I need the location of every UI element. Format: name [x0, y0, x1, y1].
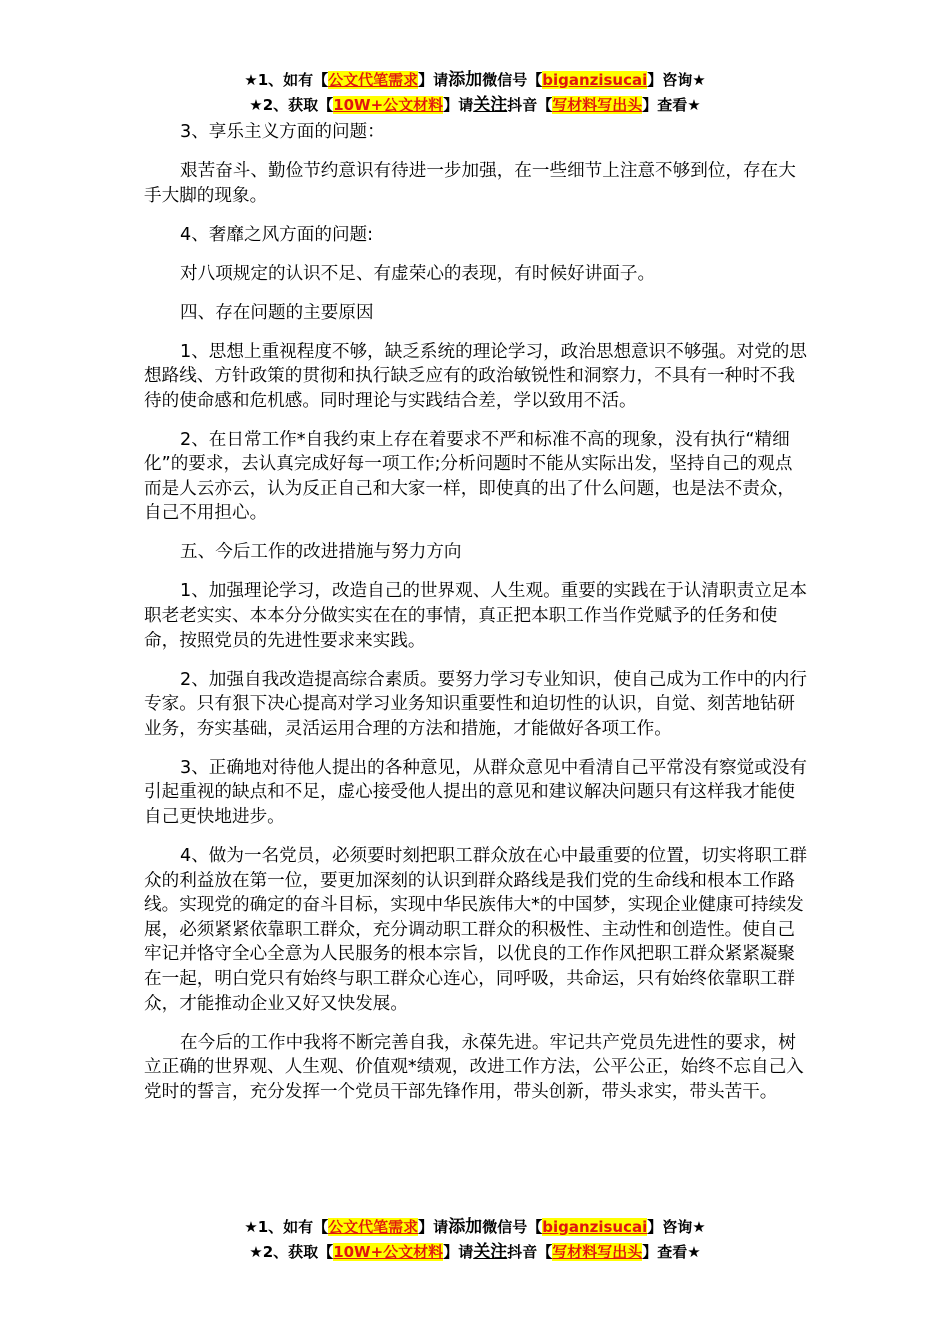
emphasis-text: 添加 [448, 70, 483, 90]
highlight-text: 10W+公文材料 [333, 96, 444, 114]
banner-text: 】查看★ [642, 1243, 701, 1261]
banner-text: 抖音【 [507, 96, 553, 114]
banner-text: 】请 [418, 71, 449, 89]
section-heading: 五、今后工作的改进措施与努力方向 [180, 542, 462, 563]
banner-text: 】查看★ [642, 96, 701, 114]
banner-text: ★1、如有【 [244, 71, 329, 89]
header-banner [0, 68, 950, 118]
document-body [144, 120, 808, 1119]
section-item: 4、奢靡之风方面的问题: [180, 224, 374, 245]
footer-banner [0, 1215, 950, 1265]
paragraph: 4、做为一名党员，必须要时刻把职工群众放在心中最重要的位置，切实将职工群众的利益放在第一位，要更加深刻的认识到群众路线是我们党的生命线和根本工作路线。实现党的确定的奋斗目标，实现中华民族伟大*的中国梦，实现企业健康可持续发展，必须紧紧依靠职工群众，充分调动职工群众的积极性、主动性和创造性。使自己牢记并恪守全心全意为人民服务的根本宗旨，以优良的工作作风把职工群众紧紧凝聚在一起，明白党只有始终与职工群众心连心，同呼吸，共命运，只有始终依靠职工群众，才能推动企业又好又快发展。 [144, 845, 807, 1014]
emphasis-text: 添加 [448, 1217, 483, 1237]
banner-text: ★2、获取【 [249, 96, 334, 114]
paragraph: 2、在日常工作*自我约束上存在着要求不严和标准不高的现象，没有执行“精细化”的要求，去认真完成好每一项工作;分析问题时不能从实际出发，坚持自己的观点而是人云亦云，认为反正自己和大家一样，即使真的出了什么问题，也是法不责众，自己不用担心。 [144, 429, 795, 524]
highlight-text: 10W+公文材料 [333, 1243, 444, 1261]
banner-text: 微信号【 [482, 71, 543, 89]
emphasis-text: 关注 [473, 95, 508, 115]
douyin-highlight: 写材料写出头 [552, 1243, 643, 1261]
wechat-id-highlight: biganzisucai [542, 71, 648, 89]
banner-text: 】请 [443, 96, 474, 114]
paragraph: 2、加强自我改造提高综合素质。要努力学习专业知识，使自己成为工作中的内行专家。只有狠下决心提高对学习业务知识重要性和迫切性的认识，自觉、刻苦地钻研业务，夯实基础，灵活运用合理的方法和措施，才能做好各项工作。 [144, 669, 807, 739]
banner-text: 】请 [443, 1243, 474, 1261]
banner-line-2 [0, 93, 950, 118]
closing-paragraph: 在今后的工作中我将不断完善自我，永葆先进。牢记共产党员先进性的要求，树立正确的世界观、人生观、价值观*绩观，改进工作方法，公平公正，始终不忘自己入党时的誓言，充分发挥一个党员干部先锋作用，带头创新，带头求实，带头苦干。 [144, 1032, 804, 1102]
banner-line-1 [0, 1215, 950, 1240]
paragraph: 1、加强理论学习，改造自己的世界观、人生观。重要的实践在于认清职责立足本职老老实实、本本分分做实实在在的事情，真正把本职工作当作党赋予的任务和使命，按照党员的先进性要求来实践。 [144, 581, 807, 651]
paragraph: 艰苦奋斗、勤俭节约意识有待进一步加强，在一些细节上注意不够到位，存在大手大脚的现象。 [144, 160, 796, 206]
highlight-text: 公文代笔需求 [328, 1218, 419, 1236]
banner-line-2 [0, 1240, 950, 1265]
banner-text: ★2、获取【 [249, 1243, 334, 1261]
banner-text: 微信号【 [482, 1218, 543, 1236]
banner-text: 】咨询★ [647, 71, 706, 89]
section-item: 3、享乐主义方面的问题： [180, 122, 385, 142]
banner-text: 抖音【 [507, 1243, 553, 1261]
banner-text: ★1、如有【 [244, 1218, 329, 1236]
paragraph: 1、思想上重视程度不够，缺乏系统的理论学习，政治思想意识不够强。对党的思想路线、方针政策的贯彻和执行缺乏应有的政治敏锐性和洞察力，不具有一种时不我待的使命感和危机感。同时理论与实践结合差，学以致用不活。 [144, 341, 807, 411]
douyin-highlight: 写材料写出头 [552, 96, 643, 114]
emphasis-text: 关注 [473, 1242, 508, 1262]
highlight-text: 公文代笔需求 [328, 71, 419, 89]
banner-text: 】请 [418, 1218, 449, 1236]
section-heading: 四、存在问题的主要原因 [180, 302, 374, 323]
banner-line-1 [0, 68, 950, 93]
banner-text: 】咨询★ [647, 1218, 706, 1236]
paragraph: 3、正确地对待他人提出的各种意见，从群众意见中看清自己平常没有察觉或没有引起重视的缺点和不足，虚心接受他人提出的意见和建议解决问题只有这样我才能使自己更快地进步。 [144, 757, 807, 827]
wechat-id-highlight: biganzisucai [542, 1218, 648, 1236]
paragraph: 对八项规定的认识不足、有虚荣心的表现，有时候好讲面子。 [180, 263, 656, 284]
